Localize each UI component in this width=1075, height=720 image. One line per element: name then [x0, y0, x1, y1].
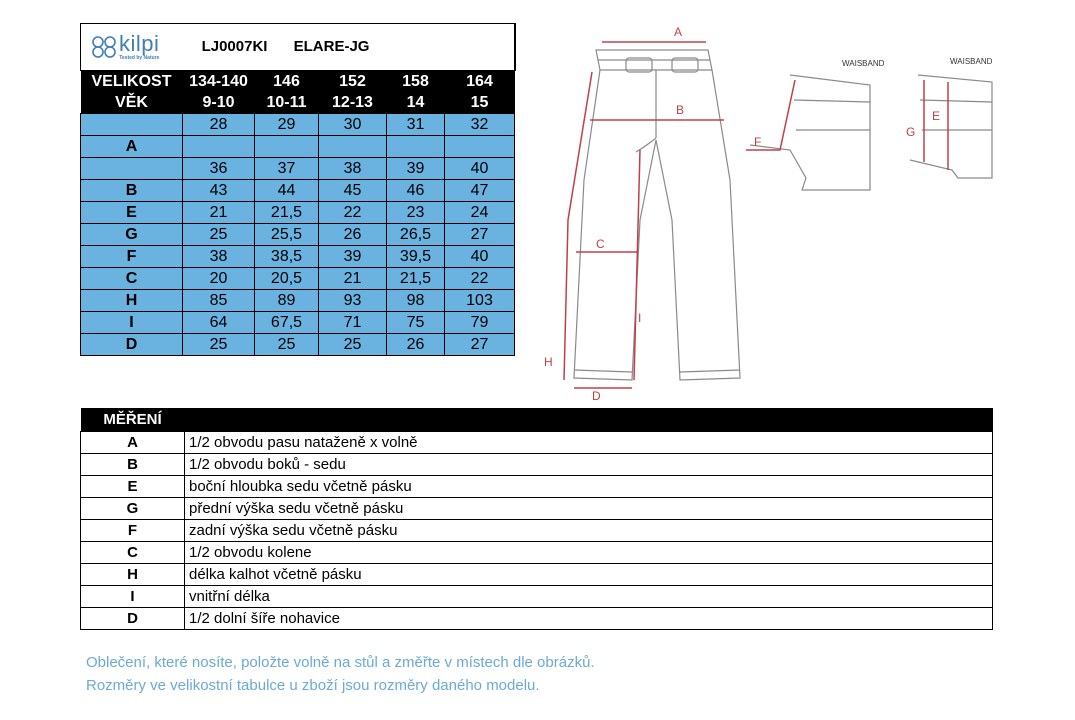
size-value-cell: 89 [255, 290, 319, 312]
measurement-description: zadní výška sedu včetně pásku [185, 520, 993, 542]
measurement-description: 1/2 dolní šíře nohavice [185, 608, 993, 630]
size-value-cell: 38 [319, 158, 387, 180]
size-value-cell: 21,5 [387, 268, 445, 290]
measurement-row [81, 542, 993, 564]
measurement-code: H [81, 564, 185, 586]
front-rise-outline [910, 75, 992, 178]
label-a: A [674, 25, 683, 39]
measurement-table [80, 408, 993, 630]
back-rise-outline [750, 75, 870, 190]
size-table-row [81, 180, 515, 202]
size-row-label: VELIKOST [81, 71, 183, 93]
size-value-cell: 23 [387, 202, 445, 224]
kilpi-knot-icon [89, 34, 119, 60]
kilpi-logo [89, 30, 160, 61]
measurement-row [81, 586, 993, 608]
model-code: LJ0007KI [201, 37, 268, 55]
size-value-cell: 22 [319, 202, 387, 224]
size-value-cell: 67,5 [255, 312, 319, 334]
size-value-cell: 21 [319, 268, 387, 290]
label-waistband-2: WAISBAND [950, 57, 993, 66]
size-cell: 152 [319, 71, 387, 93]
measure-code-cell [81, 114, 183, 136]
measurement-row [81, 498, 993, 520]
age-cell: 12-13 [319, 92, 387, 114]
size-value-cell: 21,5 [255, 202, 319, 224]
measurement-code: F [81, 520, 185, 542]
age-row [81, 92, 515, 114]
size-table-header [81, 24, 515, 71]
model-name: ELARE-JG [293, 37, 370, 55]
note-line-1: Oblečení, které nosíte, položte volně na stůl a změřte v místech dle obrázků. [86, 654, 595, 671]
size-value-cell: 26 [387, 334, 445, 356]
measurement-header [81, 408, 993, 432]
size-value-cell: 26,5 [387, 224, 445, 246]
size-table-row [81, 136, 515, 158]
size-table-row [81, 158, 515, 180]
size-table-row [81, 290, 515, 312]
measurement-code: E [81, 476, 185, 498]
size-value-cell: 93 [319, 290, 387, 312]
measurement-code: C [81, 542, 185, 564]
label-f: F [754, 135, 762, 149]
trousers-outline [574, 50, 740, 380]
measurement-row [81, 564, 993, 586]
size-value-cell: 21 [183, 202, 255, 224]
size-table-row [81, 202, 515, 224]
brand-name: kilpi [119, 30, 160, 56]
size-table-row [81, 268, 515, 290]
size-table [80, 23, 516, 356]
size-value-cell: 28 [183, 114, 255, 136]
measure-code-cell: G [81, 224, 183, 246]
size-value-cell: 29 [255, 114, 319, 136]
measurement-row [81, 520, 993, 542]
size-value-cell: 39 [319, 246, 387, 268]
size-value-cell: 71 [319, 312, 387, 334]
size-value-cell: 36 [183, 158, 255, 180]
size-value-cell: 39,5 [387, 246, 445, 268]
size-value-cell: 79 [445, 312, 515, 334]
size-value-cell [183, 136, 255, 158]
size-value-cell: 46 [387, 180, 445, 202]
measurement-row [81, 608, 993, 630]
size-table-row [81, 334, 515, 356]
measure-code-cell: H [81, 290, 183, 312]
measure-code-cell: D [81, 334, 183, 356]
brand-tagline: Tested by Nature [119, 54, 160, 61]
measurement-description: délka kalhot včetně pásku [185, 564, 993, 586]
size-row [81, 71, 515, 93]
size-value-cell: 85 [183, 290, 255, 312]
size-value-cell: 40 [445, 158, 515, 180]
size-value-cell: 103 [445, 290, 515, 312]
size-value-cell: 39 [387, 158, 445, 180]
measurement-code: G [81, 498, 185, 520]
measure-lines [564, 42, 724, 388]
size-value-cell: 64 [183, 312, 255, 334]
measurement-description: 1/2 obvodu pasu nataženě x volně [185, 432, 993, 454]
size-cell: 164 [445, 71, 515, 93]
size-table-row [81, 246, 515, 268]
size-value-cell: 27 [445, 334, 515, 356]
size-value-cell: 25,5 [255, 224, 319, 246]
measurement-row [81, 454, 993, 476]
size-value-cell: 31 [387, 114, 445, 136]
label-i: I [638, 311, 642, 325]
measurement-description: přední výška sedu včetně pásku [185, 498, 993, 520]
size-value-cell: 43 [183, 180, 255, 202]
size-value-cell [445, 136, 515, 158]
size-cell: 134-140 [183, 71, 255, 93]
measure-code-cell: C [81, 268, 183, 290]
size-value-cell: 25 [183, 224, 255, 246]
label-h: H [544, 355, 553, 369]
measurement-description: vnitřní délka [185, 586, 993, 608]
size-table-row [81, 114, 515, 136]
size-value-cell: 20,5 [255, 268, 319, 290]
size-value-cell: 20 [183, 268, 255, 290]
measurement-code: A [81, 432, 185, 454]
size-value-cell: 27 [445, 224, 515, 246]
model-header-cell [81, 24, 515, 71]
size-value-cell: 44 [255, 180, 319, 202]
measure-code-cell: I [81, 312, 183, 334]
size-value-cell: 32 [445, 114, 515, 136]
measurement-row [81, 432, 993, 454]
measure-i-line [634, 150, 640, 380]
measurement-body [81, 432, 993, 630]
measurement-title: MĚŘENÍ [81, 408, 185, 432]
size-value-cell: 25 [319, 334, 387, 356]
age-cell: 9-10 [183, 92, 255, 114]
size-value-cell [387, 136, 445, 158]
measurement-description: 1/2 obvodu boků - sedu [185, 454, 993, 476]
measurement-description: boční hloubka sedu včetně pásku [185, 476, 993, 498]
size-table-body [81, 114, 515, 356]
label-g: G [906, 125, 916, 139]
size-value-cell: 75 [387, 312, 445, 334]
measurement-code: B [81, 454, 185, 476]
size-value-cell: 25 [183, 334, 255, 356]
size-cell: 146 [255, 71, 319, 93]
size-value-cell: 45 [319, 180, 387, 202]
measure-code-cell: B [81, 180, 183, 202]
measure-h-line [564, 72, 592, 380]
size-value-cell: 98 [387, 290, 445, 312]
size-table-row [81, 224, 515, 246]
size-value-cell: 25 [255, 334, 319, 356]
age-cell: 10-11 [255, 92, 319, 114]
measurement-description: 1/2 obvodu kolene [185, 542, 993, 564]
label-d: D [592, 389, 601, 403]
measure-code-cell: A [81, 136, 183, 158]
measurement-row [81, 476, 993, 498]
size-value-cell: 38,5 [255, 246, 319, 268]
measurement-code: D [81, 608, 185, 630]
size-table-row [81, 312, 515, 334]
size-value-cell: 30 [319, 114, 387, 136]
size-value-cell: 22 [445, 268, 515, 290]
label-e: E [932, 109, 941, 123]
size-cell: 158 [387, 71, 445, 93]
label-c: C [596, 237, 605, 251]
measure-code-cell [81, 158, 183, 180]
size-value-cell [319, 136, 387, 158]
size-value-cell: 24 [445, 202, 515, 224]
size-value-cell: 40 [445, 246, 515, 268]
age-row-label: VĚK [81, 92, 183, 114]
measure-code-cell: F [81, 246, 183, 268]
size-value-cell: 26 [319, 224, 387, 246]
trousers-diagram [540, 20, 1010, 405]
label-waistband-1: WAISBAND [842, 59, 885, 68]
measure-code-cell: E [81, 202, 183, 224]
size-value-cell: 47 [445, 180, 515, 202]
note-line-2: Rozměry ve velikostní tabulce u zboží jsou rozměry daného modelu. [86, 677, 540, 694]
size-value-cell [255, 136, 319, 158]
age-cell: 14 [387, 92, 445, 114]
size-value-cell: 38 [183, 246, 255, 268]
label-b: B [676, 103, 685, 117]
age-cell: 15 [445, 92, 515, 114]
measurement-code: I [81, 586, 185, 608]
size-value-cell: 37 [255, 158, 319, 180]
